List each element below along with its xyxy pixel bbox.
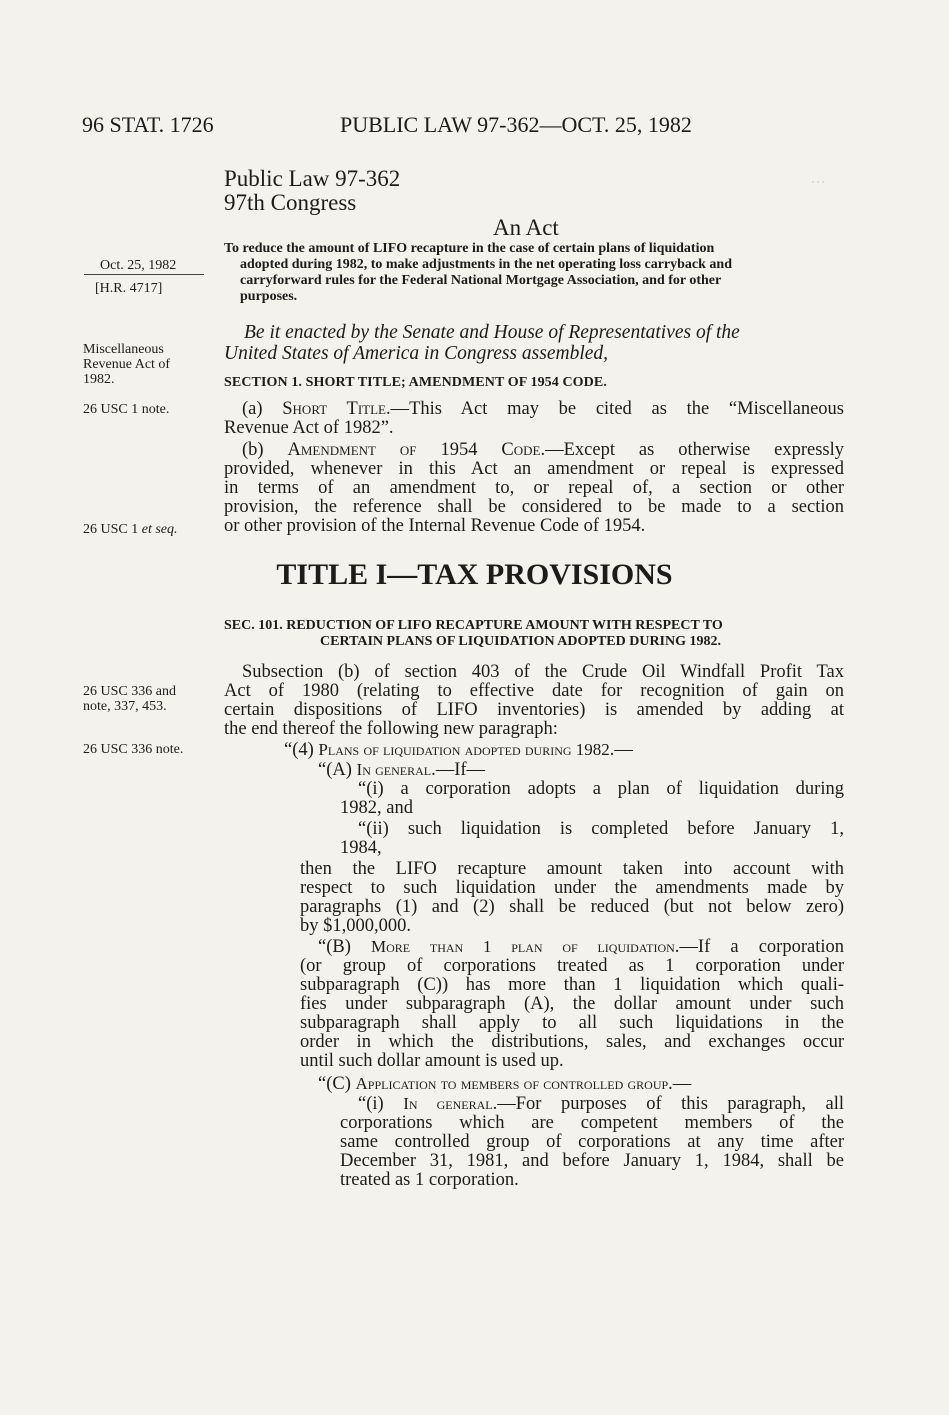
text-line: then the LIFO recapture amount taken into account with [300, 859, 844, 879]
running-header: PUBLIC LAW 97-362—OCT. 25, 1982 [340, 112, 692, 137]
paragraph-dash: .— [609, 740, 633, 760]
public-law-number: Public Law 97-362 [224, 166, 401, 191]
text-line: subparagraph shall apply to all such liquidations in the [300, 1013, 844, 1033]
heading-line: SEC. 101. REDUCTION OF LIFO RECAPTURE AMOUNT WITH RESPECT TO [224, 618, 723, 633]
subsection-label: (b) [242, 440, 288, 460]
subparagraph-label: “(B) [318, 937, 372, 957]
text-line: .—For purposes of this paragraph, all [492, 1094, 844, 1114]
text-line: .—If a corporation [674, 937, 844, 957]
margin-note-line: Revenue Act of [83, 357, 171, 372]
margin-note-usc336-note: 26 USC 336 note. [83, 742, 184, 757]
subsection-caption: Amendment of [287, 440, 417, 460]
text-line: paragraphs (1) and (2) shall be reduced (but not below zero) [300, 897, 844, 917]
clause-ii [340, 820, 844, 858]
paragraph-4 [284, 740, 844, 760]
text-line: Revenue Act of 1982”. [224, 418, 394, 438]
enacting-line: Be it enacted by the Senate and House of Representatives of the [244, 322, 740, 343]
section1-subsection-a [224, 400, 844, 438]
section1-subsection-b [224, 441, 844, 536]
text-line: (or group of corporations treated as 1 corporation under [300, 956, 844, 976]
subparagraph-a [318, 760, 844, 780]
margin-note-line: note, 337, 453. [83, 699, 167, 714]
subparagraph-caption: Application to members of controlled group [355, 1074, 669, 1093]
text-line: or other provision of the Internal Revenue Code of 1954. [224, 516, 646, 536]
clause-i [340, 780, 844, 818]
subparagraph-b [300, 937, 844, 1071]
text-line: until such dollar amount is used up. [300, 1051, 564, 1071]
subparagraph-label: “(A) [318, 760, 357, 780]
subparagraph-dash: .— [668, 1074, 692, 1094]
paragraph-caption: Plans of liquidation adopted during 1982 [318, 740, 610, 759]
text-line: respect to such liquidation under the amendments made by [300, 878, 844, 898]
margin-note-line: 1982. [83, 372, 115, 387]
text-line: Subsection (b) of section 403 of the Crude Oil Windfall Profit Tax [242, 662, 844, 682]
margin-note-text: 26 USC 1 [83, 522, 142, 537]
margin-note-usc1: 26 USC 1 note. [83, 402, 170, 417]
text-line: “(i) a corporation adopts a plan of liquidation during [358, 779, 844, 799]
subparagraph-text: .—If— [431, 760, 486, 780]
margin-note-misc-act [83, 342, 170, 387]
text-line: provided, whenever in this Act an amendment or repeal is expressed [224, 459, 844, 479]
subparagraph-a-flush [300, 860, 844, 936]
text-line: corporations which are competent members of the [340, 1113, 844, 1133]
text-line: Act of 1980 (relating to effective date for recognition of gain on [224, 681, 844, 701]
subparagraph-caption: More than 1 plan of liquidation [371, 937, 675, 956]
enacting-line: United States of America in Congress assembled, [224, 343, 609, 364]
subsection-label: (a) [242, 399, 283, 419]
clause-caption: In general [403, 1094, 493, 1113]
bill-number: [H.R. 4717] [95, 281, 163, 296]
act-type: An Act [493, 215, 559, 240]
purpose-line: To reduce the amount of LIFO recapture in the case of certain plans of liquidation [224, 241, 715, 256]
section101-heading [224, 618, 844, 650]
clause-c-i [340, 1094, 844, 1190]
paragraph-label: “(4) [284, 740, 319, 760]
text-line: certain dispositions of LIFO inventories) is amended by adding at [224, 700, 844, 720]
text-line: .—This Act may be cited as the “Miscellaneous [385, 399, 844, 419]
text-line: order in which the distributions, sales, and exchanges occur [300, 1032, 844, 1052]
enacting-clause [224, 322, 844, 364]
act-purpose [224, 241, 844, 305]
text-line: provision, the reference shall be considered to be made to a section [224, 497, 844, 517]
heading-line: CERTAIN PLANS OF LIQUIDATION ADOPTED DURING 1982. [320, 634, 722, 649]
subsection-caption: Short Title [282, 399, 386, 419]
purpose-line: purposes. [240, 289, 298, 304]
text-line: subparagraph (C)) has more than 1 liquidation which quali- [300, 975, 844, 995]
text-line: December 31, 1981, and before January 1, 1984, shall be [340, 1151, 844, 1171]
text-line: the end thereof the following new paragraph: [224, 719, 558, 739]
text-line: by $1,000,000. [300, 916, 411, 936]
subsection-caption: Code [501, 440, 541, 460]
subparagraph-caption: In general [356, 760, 432, 779]
margin-note-line: Miscellaneous [83, 342, 164, 357]
subsection-caption-year: 1954 [416, 440, 502, 460]
stat-page-number: 96 STAT. 1726 [82, 112, 214, 137]
title-heading: TITLE I—TAX PROVISIONS [276, 558, 673, 591]
text-line: .—Except as otherwise expressly [540, 440, 844, 460]
subparagraph-c [318, 1074, 844, 1094]
purpose-line: carryforward rules for the Federal National Mortgage Association, and for other [240, 273, 722, 288]
bleed-through-text: ⋯ [810, 174, 826, 191]
enactment-date: Oct. 25, 1982 [100, 258, 177, 273]
margin-note-line: 26 USC 336 and [83, 684, 176, 699]
margin-note-italic: et seq. [141, 522, 178, 537]
margin-note-usc1-et-seq [83, 522, 178, 537]
clause-label: “(i) [358, 1094, 404, 1114]
text-line: 1984, [340, 838, 382, 858]
text-line: “(ii) such liquidation is completed before January 1, [358, 819, 844, 839]
text-line: fies under subparagraph (A), the dollar amount under such [300, 994, 844, 1014]
subparagraph-label: “(C) [318, 1074, 356, 1094]
section1-heading: SECTION 1. SHORT TITLE; AMENDMENT OF 1954 CODE. [224, 375, 607, 390]
text-line: in terms of an amendment to, or repeal of, a section or other [224, 478, 844, 498]
margin-note-usc336 [83, 684, 176, 714]
text-line: same controlled group of corporations at any time after [340, 1132, 844, 1152]
margin-divider [84, 274, 204, 275]
congress-number: 97th Congress [224, 190, 357, 215]
text-line: treated as 1 corporation. [340, 1170, 519, 1190]
purpose-line: adopted during 1982, to make adjustments in the net operating loss carryback and [240, 257, 732, 272]
text-line: 1982, and [340, 798, 413, 818]
section101-intro [224, 663, 844, 739]
